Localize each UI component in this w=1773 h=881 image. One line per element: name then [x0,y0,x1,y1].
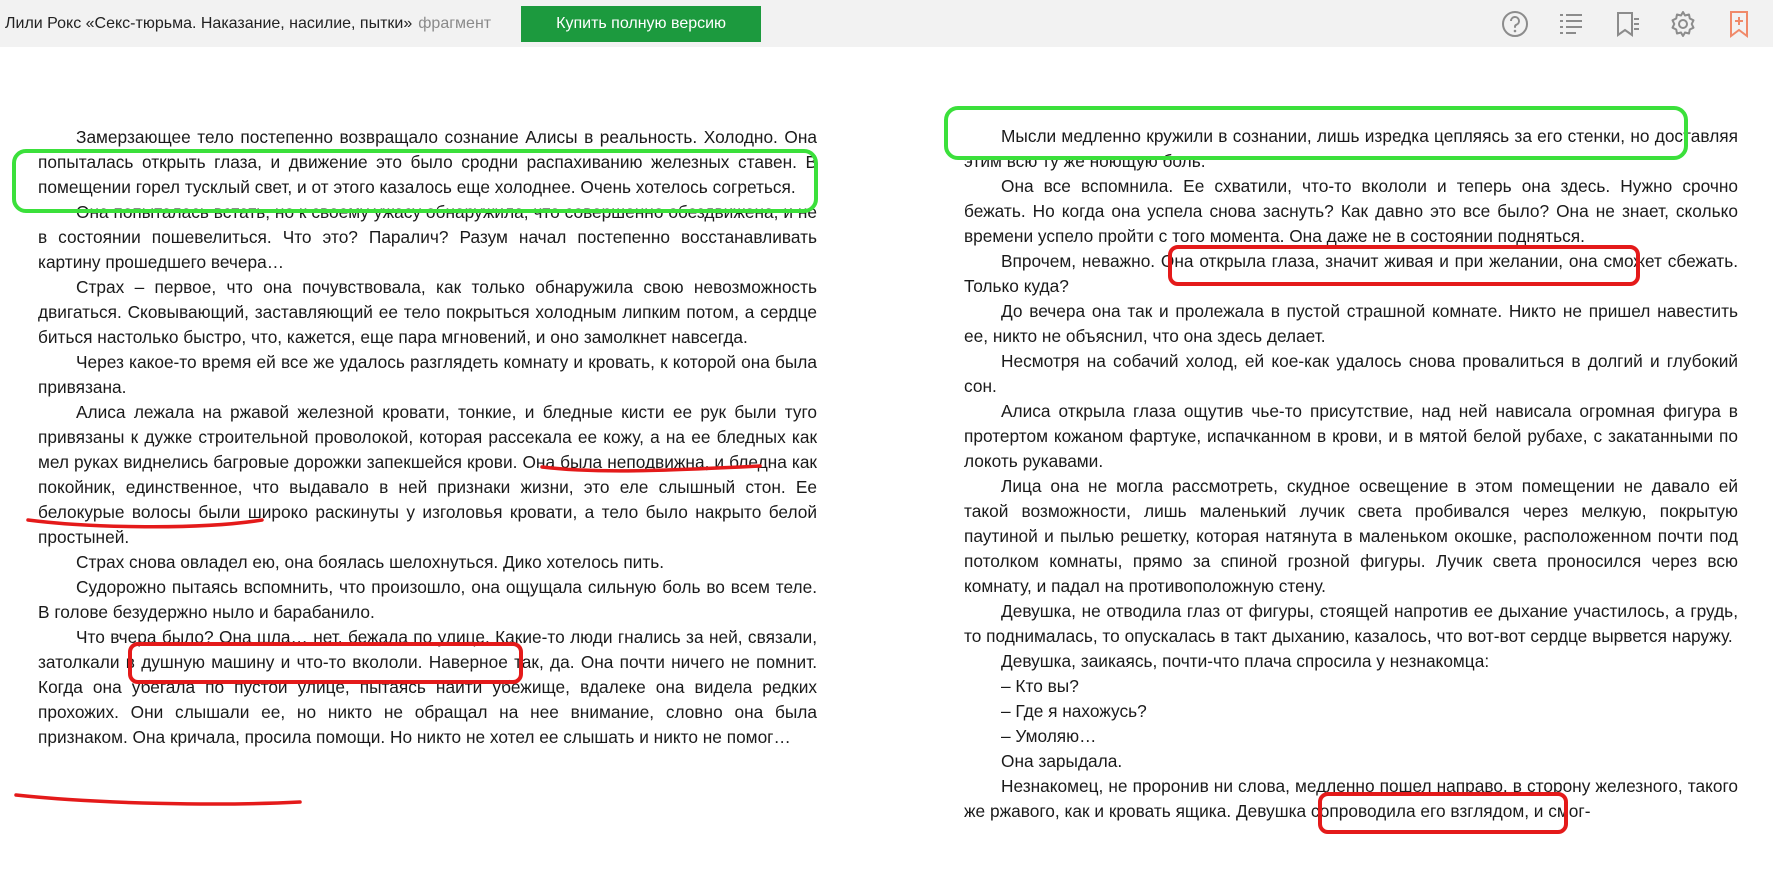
paragraph: Девушка, заикаясь, почти-что плача спросила у незнакомца: [1001,651,1490,671]
paragraph: Страх – первое, что она почувствовала, как только обнаружила свою невозможность двигаться. Сковывающий, заставляющий ее тело покрыться холодным липким потом, а сердце биться настолько быстро, что, кажется, еще пара мгновений, и оно замолкнет навсегда. [38,277,817,347]
paragraph: – Кто вы? [1001,676,1079,696]
left-page [38,125,817,750]
paragraph: Лица она не могла рассмотреть, скудное освещение в этом помещении не давало ей такой возможности, лишь маленький лучик света пробивался через мелкую, покрытую паутиной и пылью решетку, которая натянута в маленьком окошке, расположенном почти под потолком комнаты, прямо за спиной грозной фигуры. Лучик света проносился через всю комнату, и падал на противоположную стену. [964,476,1738,596]
paragraph: Замерзающее тело постепенно возвращало сознание Алисы в реальность. Холодно. Она попыталась открыть глаза, и движение это было сродни распахиванию железных ставен. В помещении горел тусклый свет, и от этого казалось еще холоднее. Очень хотелось согреться. [38,127,817,197]
paragraph: – Где я нахожусь? [1001,701,1147,721]
paragraph: Впрочем, неважно. Она открыла глаза, значит живая и при желании, она сможет сбежать. Только куда? [964,251,1738,296]
paragraph: До вечера она так и пролежала в пустой страшной комнате. Никто не пришел навестить ее, никто не объяснил, что она здесь делает. [964,301,1738,346]
paragraph: – Умоляю… [1001,726,1097,746]
paragraph: Мысли медленно кружили в сознании, лишь изредка цепляясь за его стенки, но доставляя этим всю ту же ноющую боль. [964,126,1738,171]
settings-icon[interactable] [1655,6,1711,42]
book-title: Лили Рокс «Секс-тюрьма. Наказание, насилие, пытки» [5,14,413,32]
help-icon[interactable] [1487,6,1543,42]
paragraph: Алиса лежала на ржавой железной кровати, тонкие, и бледные кисти ее рук были туго привязаны к дужке строительной проволокой, которая рассекала ее кожу, а на ее бледных как мел руках виднелись багровые дорожки запекшейся крови. Она была неподвижна, и бледна как покойник, единственное, что выдавало в ней признаки жизни, это еле слышный стон. Ее белокурые волосы были широко раскинуты у изголовья кровати, а тело было накрыто белой простыней. [38,402,817,547]
bookmarks-icon[interactable] [1599,6,1655,42]
buy-full-version-button[interactable]: Купить полную версию [521,6,761,42]
paragraph: Она зарыдала. [1001,751,1123,771]
paragraph: Незнакомец, не проронив ни слова, медленно пошел направо, в сторону железного, такого же ржавого, как и кровать ящика. Девушка сопроводила его взглядом, и смог- [964,776,1738,821]
add-bookmark-icon[interactable] [1711,6,1767,42]
paragraph: Несмотря на собачий холод, ей кое-как удалось снова провалиться в долгий и глубокий сон. [964,351,1738,396]
reader-toolbar [0,0,1773,47]
right-page [964,124,1738,824]
paragraph: Она все вспомнила. Ее схватили, что-то вкололи и теперь она здесь. Нужно срочно бежать. Но когда она успела снова заснуть? Как давно это все было? Она не знает, сколько времени успело пройти с того момента. Она даже не в состоянии подняться. [964,176,1738,246]
contents-icon[interactable] [1543,6,1599,42]
paragraph: Девушка, не отводила глаз от фигуры, стоящей напротив ее дыхание участилось, а грудь, то поднималась, то опускалась в такт дыханию, казалось, что вот-вот сердце вырвется наружу. [964,601,1738,646]
paragraph: Она попыталась встать, но к своему ужасу обнаружила, что совершенно обездвижена, и не в состоянии пошевелиться. Что это? Паралич? Разум начал постепенно восстанавливать картину прошедшего вечера… [38,202,817,272]
fragment-label: фрагмент [418,14,492,32]
paragraph: Страх снова овладел ею, она боялась шелохнуться. Дико хотелось пить. [76,552,665,572]
toolbar-icons [1487,6,1767,42]
paragraph: Алиса открыла глаза ощутив чье-то присутствие, над ней нависала огромная фигура в протертом кожаном фартуке, испачканном в крови, и в мятой белой рубахе, с закатанными по локоть рукавами. [964,401,1738,471]
paragraph: Через какое-то время ей все же удалось разглядеть комнату и кровать, к которой она была привязана. [38,352,817,397]
paragraph: Что вчера было? Она шла… нет, бежала по улице. Какие-то люди гнались за ней, связали, затолкали в душную машину и что-то вкололи. Наверное так, да. Она почти ничего не помнит. Когда она убегала по пустой улице, пытаясь найти убежище, вдалеке она видела редких прохожих. Они слышали ее, но никто не обращал на нее внимание, словно она была признаком. Она кричала, просила помощи. Но никто не хотел ее слышать и никто не помог… [38,627,817,747]
paragraph: Судорожно пытаясь вспомнить, что произошло, она ощущала сильную боль во всем теле. В голове безудержно ныло и барабанило. [38,577,817,622]
